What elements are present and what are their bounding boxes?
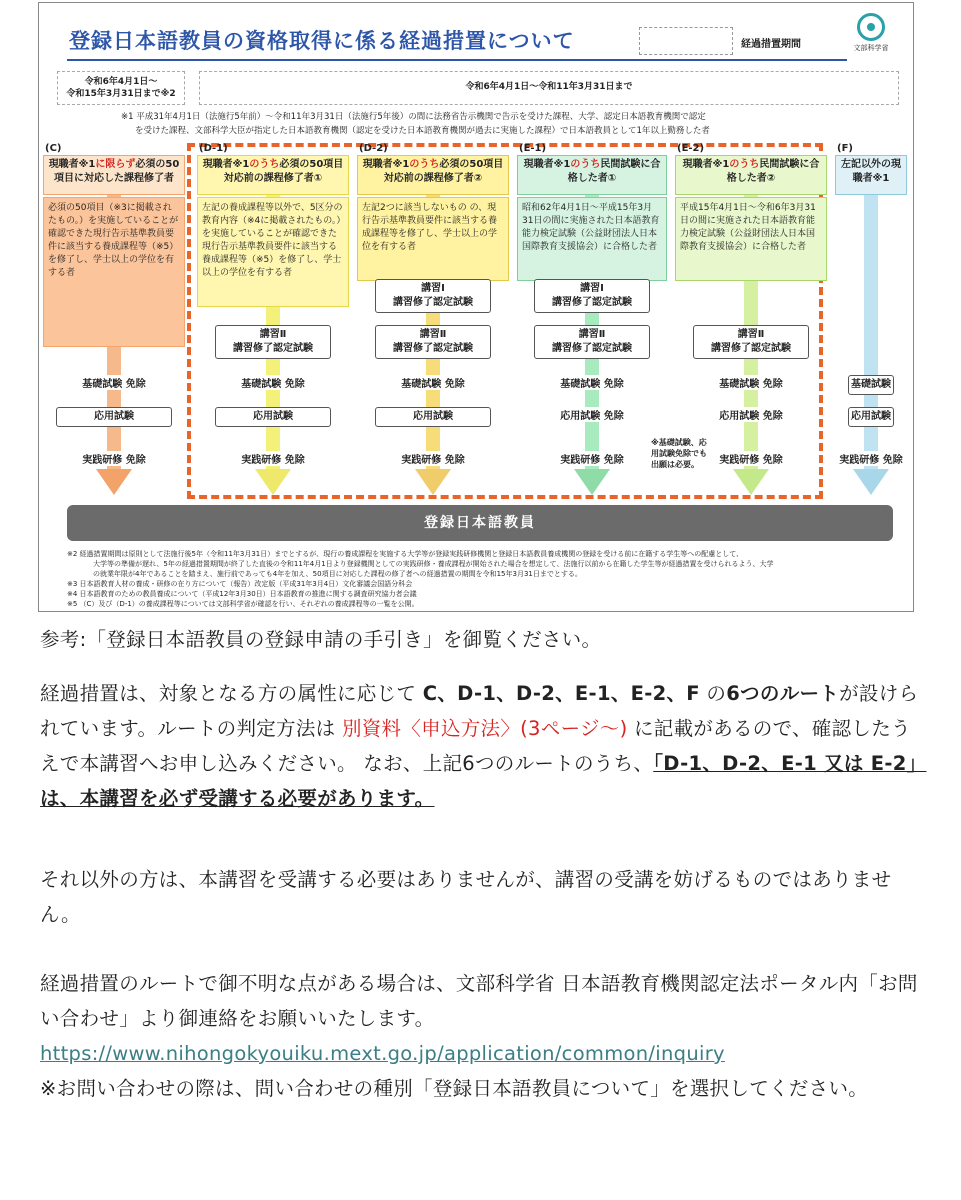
p1-text-a: 経過措置は、対象となる方の属性に応じて xyxy=(40,682,423,705)
route-step: 基礎試験 免除 xyxy=(537,375,647,390)
route-heading-text: 必須の50項目対応前の課程修了者② xyxy=(383,159,504,184)
diagram-title: 登録日本語教員の資格取得に係る経過措置について xyxy=(69,29,575,53)
route-code: (D-1) xyxy=(199,143,228,154)
route-code: (E-1) xyxy=(519,143,547,154)
route-arrow-head-icon xyxy=(255,469,291,495)
route-arrow-head-icon xyxy=(415,469,451,495)
route-heading-text: 現職者※1 xyxy=(362,159,410,170)
inquiry-link[interactable]: https://www.nihongokyouiku.mext.go.jp/application/common/inquiry xyxy=(40,1042,725,1065)
route-description: 必須の50項目（※3に掲載されたもの。）を実施していることが確認できた現行告示基準教員要件に該当する養成課程等（※5）を修了し、学士以上の学位を有する者 xyxy=(43,197,185,347)
date-range-right: 令和6年4月1日〜令和11年3月31日まで xyxy=(199,71,899,105)
route-step: 実践研修 免除 xyxy=(537,451,647,466)
route-step: 実践研修 免除 xyxy=(378,451,488,466)
route-heading xyxy=(357,155,509,195)
route-description: 左記の養成課程等以外で、5区分の教育内容（※4に掲載されたもの。）を実施していることが確認できた現行告示基準教員要件に該当する養成課程等（※5）を修了し、学士以上の学位を有する者 xyxy=(197,197,349,307)
route-step: 実践研修 免除 xyxy=(218,451,328,466)
route-step: 応用試験 xyxy=(215,407,331,427)
date-range-left: 令和6年4月1日〜 令和15年3月31日まで※2 xyxy=(57,71,185,105)
route-step: 実践研修 免除 xyxy=(696,451,806,466)
paragraph-inquiry xyxy=(40,966,930,1106)
route-heading-text: 現職者※1 xyxy=(523,159,571,170)
transition-diagram xyxy=(38,2,914,612)
paragraph-routes xyxy=(40,676,930,816)
result-bar: 登録日本語教員 xyxy=(67,505,893,541)
inquiry-note: ※お問い合わせの際は、問い合わせの種別「登録日本語教員について」を選択してください。 xyxy=(40,1077,869,1100)
title-underline xyxy=(67,59,847,61)
route-heading-highlight: のうち xyxy=(570,159,601,170)
route-code: (D-2) xyxy=(359,143,388,154)
route-code: (E-2) xyxy=(677,143,705,154)
exemption-note: ※基礎試験、応用試験免除でも出願は必要。 xyxy=(651,438,707,469)
reference-line: 参考:「登録日本語教員の登録申請の手引き」を御覧ください。 xyxy=(40,628,602,651)
route-step: 応用試験 免除 xyxy=(537,407,647,422)
route-step: 実践研修 免除 xyxy=(59,451,169,466)
route-step: 講習Ⅰ 講習修了認定試験 xyxy=(375,279,491,313)
p1-text-c: が設けられています。ルートの判定方法は xyxy=(40,682,919,740)
footnote-line: 大学等の準備が遅れ、5年の経過措置期間が終了した直後の令和11年4月1日より登録機関としての実践研修・養成課程が開始された場合を想定して、法施行以前から在籍した学生等が経過措置を受けられるよう、大学 xyxy=(93,560,774,568)
route-heading-text: 民間試験に合格した者② xyxy=(726,159,820,184)
route-heading-text: 左記以外の現職者※1 xyxy=(841,159,901,184)
route-code: (C) xyxy=(45,143,62,154)
route-heading-highlight: のうち xyxy=(729,159,760,170)
route-step: 講習Ⅱ 講習修了認定試験 xyxy=(693,325,809,359)
p1-text-d: に記載があるので、確認したうえで本講習へお申し込みください。 なお、上記6つのルートのうち、 xyxy=(40,717,911,775)
p1-route-count: 6つのルート xyxy=(726,682,840,705)
route-heading xyxy=(197,155,349,195)
route-step: 基礎試験 免除 xyxy=(378,375,488,390)
route-step: 講習Ⅰ 講習修了認定試験 xyxy=(534,279,650,313)
application-method-link[interactable]: 別資料〈申込方法〉(3ページ〜) xyxy=(341,717,628,740)
p1-text-b: の xyxy=(699,682,727,705)
route-heading-text: 現職者※1 xyxy=(682,159,730,170)
route-heading-text: 現職者※1 xyxy=(202,159,250,170)
route-arrow-head-icon xyxy=(574,469,610,495)
route-step: 基礎試験 免除 xyxy=(218,375,328,390)
period-legend-label: 経過措置期間 xyxy=(741,39,801,50)
footnote-line: ※2 経過措置期間は原則として法施行後5年（令和11年3月31日）までとするが、現行の養成課程を実施する大学等が登録実践研修機関と登録日本語教員養成機関の登録を受ける前に在籍する学生等への配慮として、 xyxy=(67,550,744,558)
route-heading xyxy=(517,155,667,195)
p1-route-list: C、D-1、D-2、E-1、E-2、F xyxy=(422,682,700,705)
route-step: 講習Ⅱ 講習修了認定試験 xyxy=(534,325,650,359)
route-heading xyxy=(43,155,185,195)
route-description: 平成15年4月1日〜令和6年3月31日の間に実施された日本語教育能力検定試験（公益財団法人日本国際教育支援協会）に合格した者 xyxy=(675,197,827,281)
route-step: 応用試験 xyxy=(848,407,894,427)
inquiry-text: 経過措置のルートで御不明な点がある場合は、文部科学省 日本語教育機関認定法ポータル内「お問い合わせ」より御連絡をお願いいたします。 xyxy=(40,972,918,1030)
route-step: 基礎試験 免除 xyxy=(59,375,169,390)
route-code: (F) xyxy=(837,143,853,154)
route-step: 実践研修 免除 xyxy=(835,451,907,466)
route-description: 昭和62年4月1日〜平成15年3月31日の間に実施された日本語教育能力検定試験（公益財団法人日本国際教育支援協会）に合格した者 xyxy=(517,197,667,281)
route-description: 左記2つに該当しないもの の、現行告示基準教員要件に該当する養成課程等を修了し、学士以上の学位を有する者 xyxy=(357,197,509,281)
route-heading-text: 現職者※1 xyxy=(48,159,96,170)
period-legend-box xyxy=(639,27,733,55)
route-arrow-head-icon xyxy=(96,469,132,495)
route-step: 基礎試験 免除 xyxy=(696,375,806,390)
footnote-line: ※3 日本語教育人材の養成・研修の在り方について（報告）改定版（平成31年3月4日）文化審議会国語分科会 xyxy=(67,580,413,588)
p1-required-text: は、本講習を必ず受講する必要があります。 xyxy=(40,787,435,810)
route-heading-highlight: のうち xyxy=(249,159,280,170)
route-heading-highlight: に限らず xyxy=(95,159,136,170)
route-arrow-head-icon xyxy=(853,469,889,495)
route-step: 応用試験 免除 xyxy=(696,407,806,422)
route-heading-text: 民間試験に合格した者① xyxy=(567,159,661,184)
diagram-footnotes xyxy=(67,549,897,609)
route-heading-text: 必須の50項目対応前の課程修了者① xyxy=(223,159,344,184)
footnote-line: の就業年限が4年であることを踏まえ、施行前であっても4年を加え、50項目に対応した課程の修了者への経過措置の期間を令和15年3月31日までとする。 xyxy=(93,570,582,578)
route-step: 応用試験 xyxy=(56,407,172,427)
mext-logo-text: 文部科学省 xyxy=(853,44,889,52)
route-step: 基礎試験 xyxy=(848,375,894,395)
footnote-line: ※4 日本語教育のための教員養成について（平成12年3月30日）日本語教育の推進に関する調査研究協力者会議 xyxy=(67,590,417,598)
route-step: 講習Ⅱ 講習修了認定試験 xyxy=(375,325,491,359)
paragraph-others: それ以外の方は、本講習を受講する必要はありませんが、講習の受講を妨げるものではありません。 xyxy=(40,868,892,926)
note-1-continued: を受けた課程、文部科学大臣が指定した日本語教育機関（認定を受けた日本語教育機関が過去に実施した課程）で日本語教員として1年以上勤務した者 xyxy=(135,126,710,136)
route-heading-highlight: のうち xyxy=(409,159,440,170)
route-heading xyxy=(835,155,907,195)
p1-required-routes: 「D-1、D-2、E-1 又は E-2」 xyxy=(653,752,927,775)
route-arrow-head-icon xyxy=(733,469,769,495)
route-heading xyxy=(675,155,827,195)
footnote-line: ※5 （C）及び（D-1）の養成課程等については文部科学省が確認を行い、それぞれの養成課程等の一覧を公開。 xyxy=(67,600,419,608)
route-step: 応用試験 xyxy=(375,407,491,427)
route-heading-text: 必須の50項目に対応した課程修了者 xyxy=(54,159,180,184)
mext-logo xyxy=(851,13,891,53)
route-step: 講習Ⅱ 講習修了認定試験 xyxy=(215,325,331,359)
note-1: ※1 平成31年4月1日（法施行5年前）〜令和11年3月31日（法施行5年後）の間に法務省告示機関で告示を受けた課程、大学、認定日本語教育機関で認定 xyxy=(121,112,706,122)
mext-logo-icon xyxy=(857,13,885,41)
